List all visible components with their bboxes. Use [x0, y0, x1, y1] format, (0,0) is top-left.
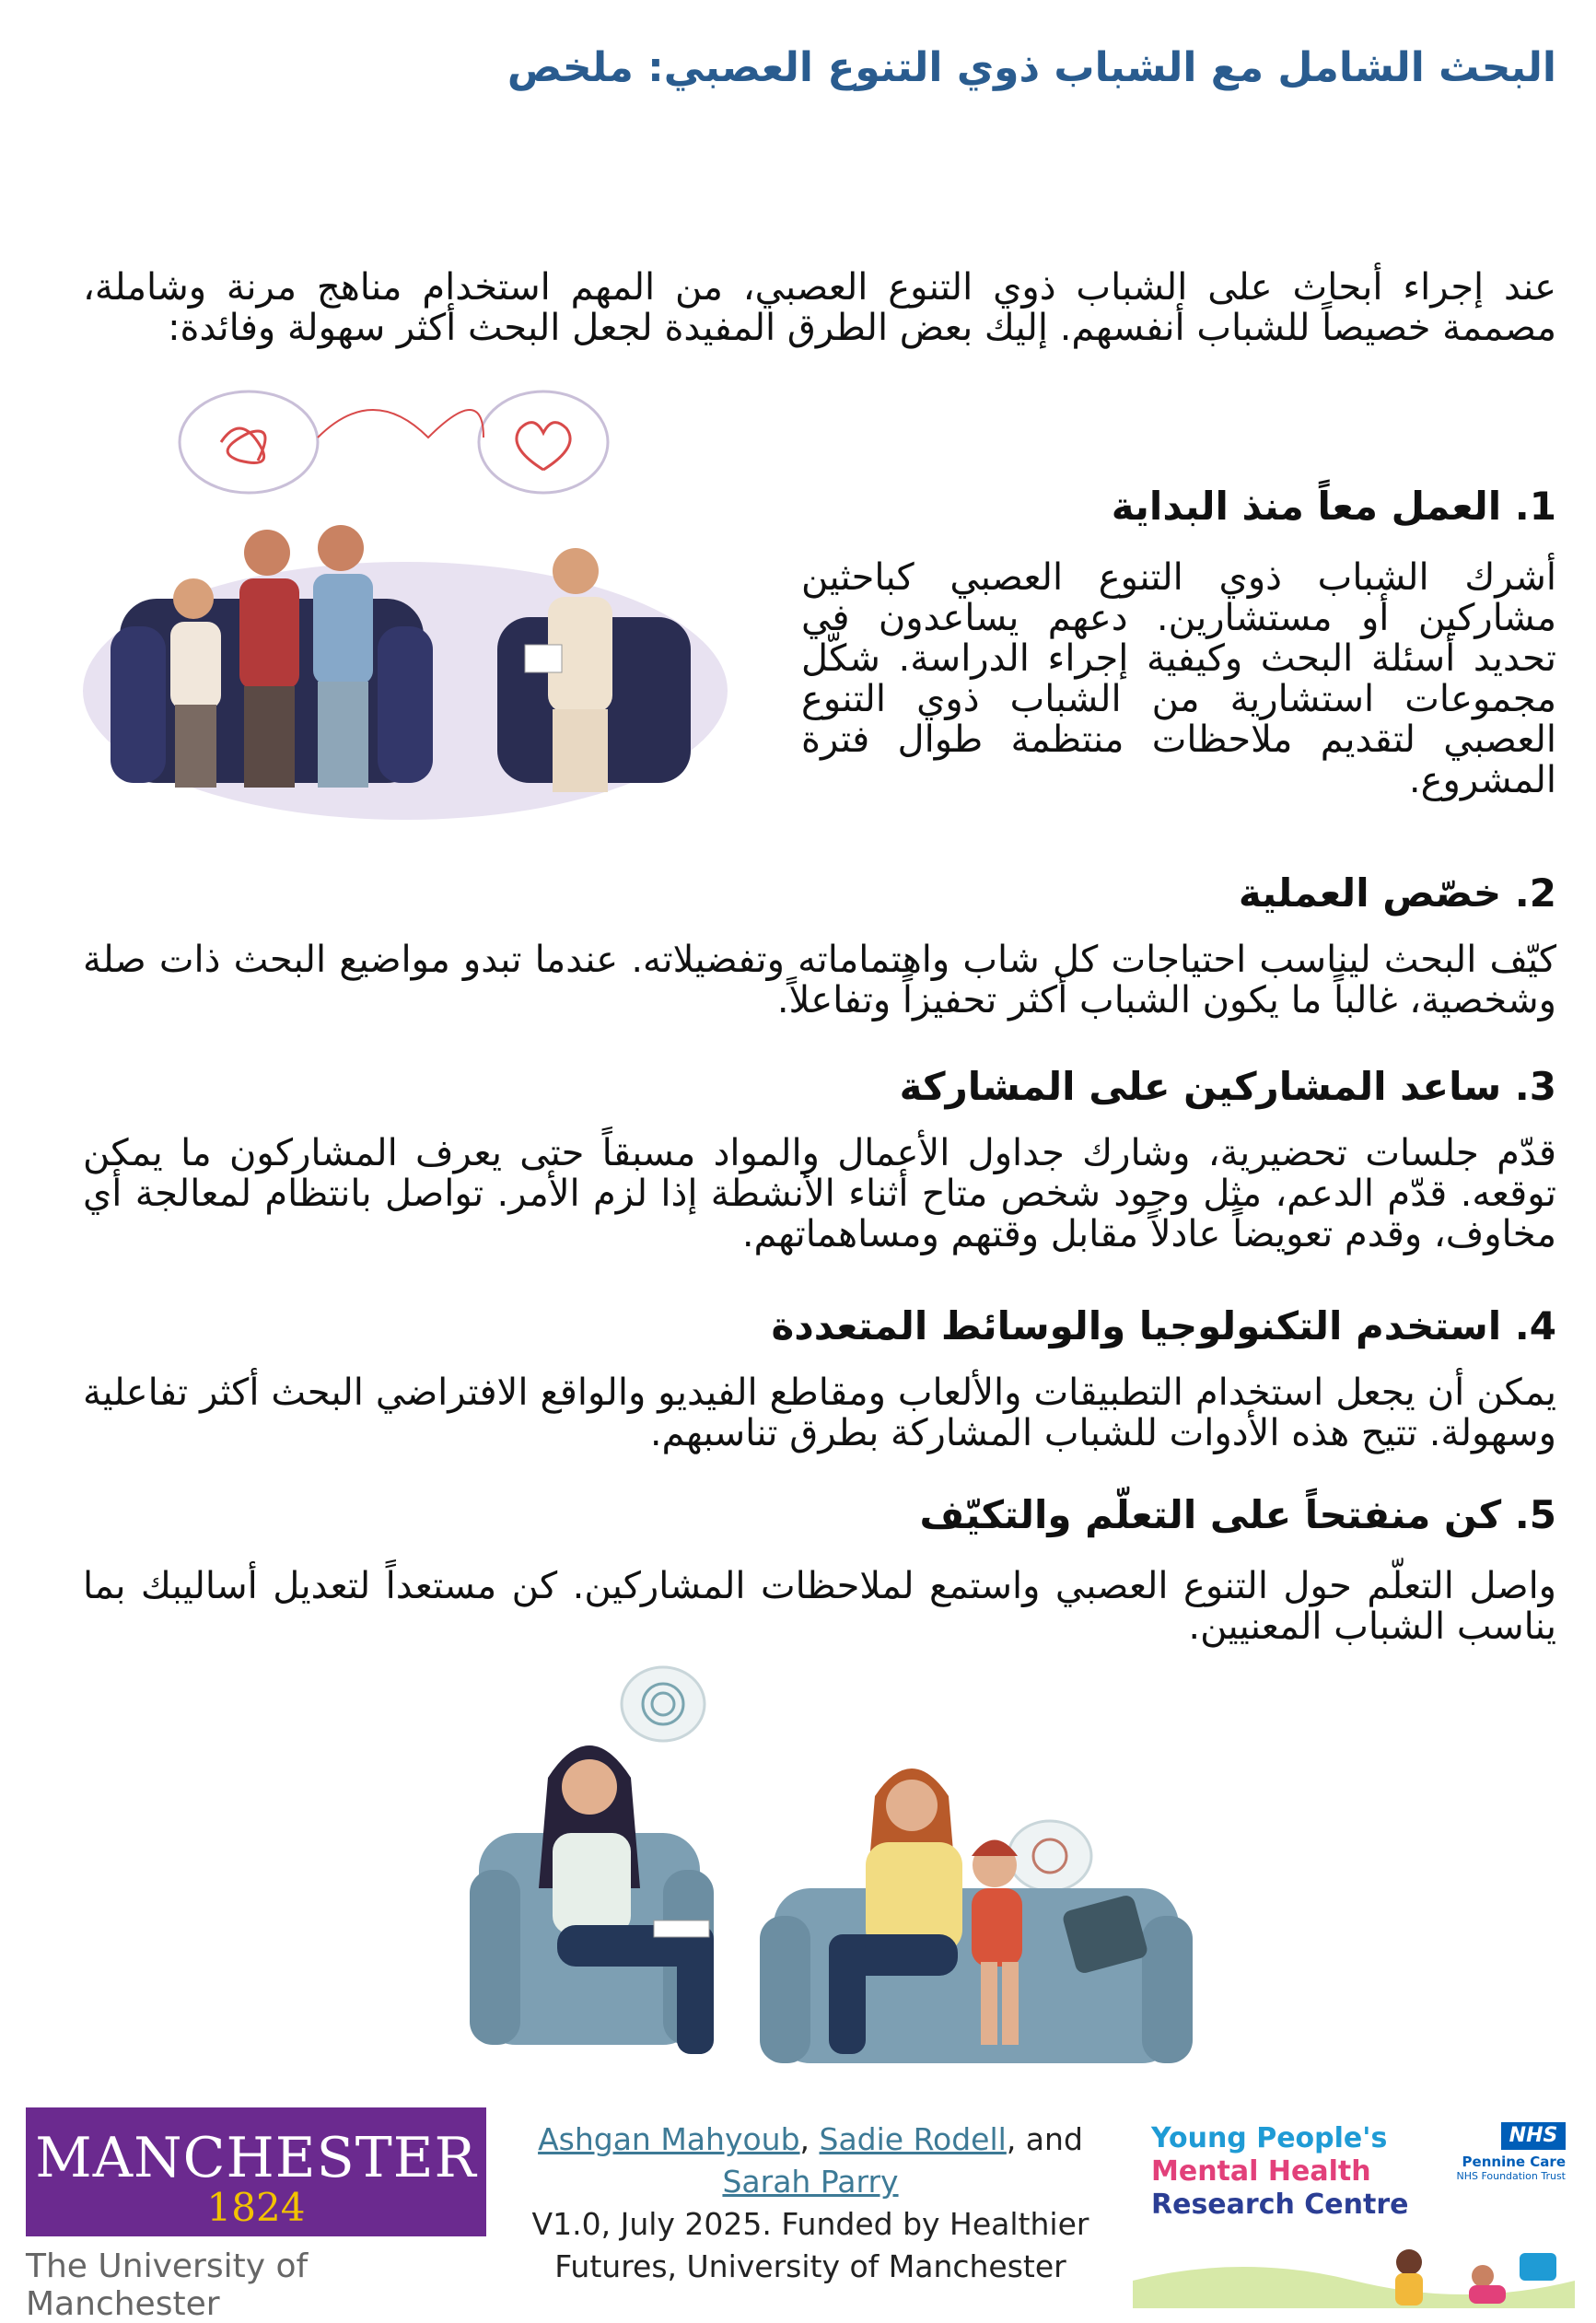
nhs-logo-badge: NHS: [1501, 2122, 1566, 2150]
section-body-1: أشرك الشباب ذوي التنوع العصبي كباحثين مشاركين أو مستشارين. دعهم يساعدون في تحديد أسئلة البحث وكيفية إجراء الدراسة. شكّل مجموعات استشارية من الشباب ذوي التنوع العصبي لتقديم ملاحظات منتظمة طوال فترة المشروع.: [801, 556, 1556, 801]
section-body-3: قدّم جلسات تحضيرية، وشارك جداول الأعمال والمواد مسبقاً حتى يعرف المشاركون ما يمكن توقعه. قدّم الدعم، مثل وجود شخص متاح أثناء الأنشطة إذا لزم الأمر. تواصل بانتظام لمعالجة أي مخاوف، وقدم تعويضاً عادلاً مقابل وقتهم ومساهماتهم.: [83, 1132, 1556, 1255]
nhs-trust-name: Pennine Care: [1462, 2154, 1566, 2170]
section-heading-5: 5. كن منفتحاً على التعلّم والتكيّف: [919, 1492, 1556, 1537]
ypc-logo-line-1: Young People's: [1151, 2122, 1388, 2154]
credits-separator: , and: [1006, 2121, 1083, 2157]
ypc-logo-scene-illustration: [1133, 2225, 1575, 2308]
uom-logo-year: 1824: [206, 2185, 306, 2230]
university-of-manchester-logo: [26, 2107, 486, 2323]
section-heading-2: 2. خصّص العملية: [1238, 870, 1556, 916]
page-title: البحث الشامل مع الشباب ذوي التنوع العصبي: ملخص: [507, 44, 1556, 91]
section-body-5: واصل التعلّم حول التنوع العصبي واستمع لملاحظات المشاركين. كن مستعداً لتعديل أساليبك بما يناسب الشباب المعنيين.: [83, 1565, 1556, 1648]
credits-separator: ,: [799, 2121, 820, 2157]
research-centre-logo: [1133, 2115, 1575, 2308]
section-heading-4: 4. استخدم التكنولوجيا والوسائط المتعددة: [771, 1303, 1556, 1348]
family-counselling-illustration: [74, 387, 737, 829]
uom-logo-subtitle: The University of Manchester: [26, 2247, 309, 2323]
author-link-ashgan-mahyoub[interactable]: Ashgan Mahyoub: [538, 2121, 800, 2157]
nhs-trust-type: NHS Foundation Trust: [1456, 2170, 1566, 2182]
version-and-funding: V1.0, July 2025. Funded by Healthier Futures, University of Manchester: [531, 2206, 1089, 2284]
intro-paragraph: عند إجراء أبحاث على الشباب ذوي التنوع العصبي، من المهم استخدام مناهج مرنة وشاملة، مصممة خصيصاً للشباب أنفسهم. إليك بعض الطرق المفيدة لجعل البحث أكثر سهولة وفائدة:: [83, 266, 1556, 349]
therapy-session-illustration: [442, 1658, 1225, 2091]
uom-logo-name: MANCHESTER: [35, 2126, 477, 2190]
section-body-4: يمكن أن يجعل استخدام التطبيقات والألعاب ومقاطع الفيديو والواقع الافتراضي البحث أكثر تفاعلية وسهولة. تتيح هذه الأدوات للشباب المشاركة بطرق تناسبهم.: [83, 1372, 1556, 1454]
author-link-sarah-parry[interactable]: Sarah Parry: [722, 2164, 899, 2200]
ypc-logo-line-2: Mental Health: [1151, 2155, 1371, 2188]
ypc-logo-line-3: Research Centre: [1151, 2189, 1409, 2221]
credits-block: [516, 2119, 1105, 2288]
section-heading-1: 1. العمل معاً منذ البداية: [1111, 484, 1556, 529]
author-link-sadie-rodell[interactable]: Sadie Rodell: [819, 2121, 1007, 2157]
section-heading-3: 3. ساعد المشاركين على المشاركة: [899, 1064, 1556, 1109]
section-body-2: كيّف البحث ليناسب احتياجات كل شاب واهتماماته وتفضيلاته. عندما تبدو مواضيع البحث ذات صلة وشخصية، غالباً ما يكون الشباب أكثر تحفيزاً وتفاعلاً.: [83, 939, 1556, 1021]
